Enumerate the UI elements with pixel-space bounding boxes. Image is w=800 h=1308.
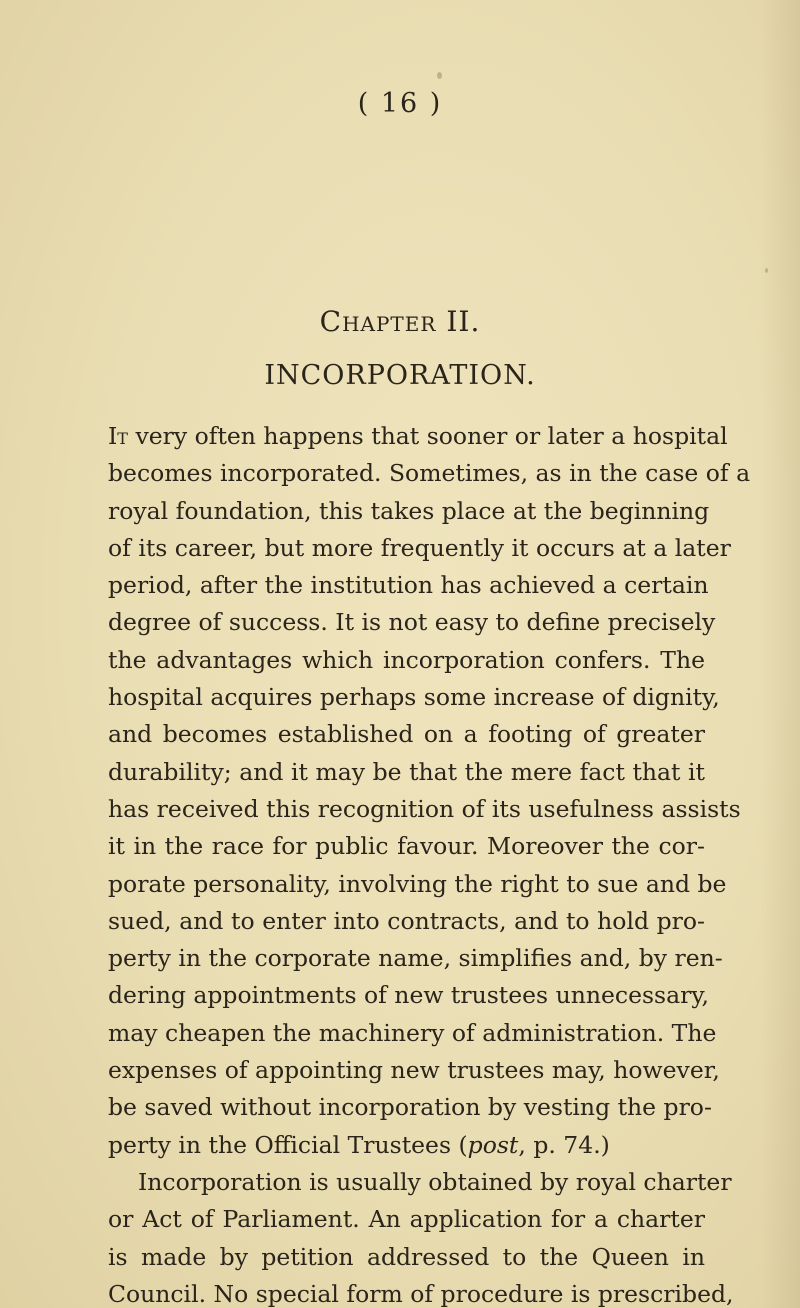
text-line: period, after the institution has achieved a certain xyxy=(108,571,709,600)
text-line: It very often happens that sooner or later a hospital xyxy=(108,422,728,450)
text-line: or Act of Parliament. An application for a charter xyxy=(108,1205,705,1234)
text-line: has received this recognition of its usefulness assists xyxy=(108,794,741,823)
chapter-title: INCORPORATION. xyxy=(264,360,536,391)
text-line: it in the race for public favour. Moreover the cor- xyxy=(108,832,705,861)
page-number: ( 16 ) xyxy=(357,88,443,119)
text-line: perty in the corporate name, simplifies and, by ren- xyxy=(108,944,723,973)
text-line: is made by petition addressed to the Queen in xyxy=(108,1242,705,1271)
text-line: dering appointments of new trustees unnecessary, xyxy=(108,981,709,1010)
paragraph-start-line: Incorporation is usually obtained by royal charter xyxy=(138,1167,732,1196)
chapter-label: Chapter II. xyxy=(319,305,481,338)
text-line: degree of success. It is not easy to define precisely xyxy=(108,608,716,637)
text-line: perty in the Official Trustees (post, p. 74.) xyxy=(108,1130,610,1159)
text-line: becomes incorporated. Sometimes, as in the case of a xyxy=(108,459,751,488)
body-text xyxy=(108,418,751,1308)
text-line: the advantages which incorporation confers. The xyxy=(108,645,705,674)
text-line: may cheapen the machinery of administration. The xyxy=(108,1018,717,1047)
text-line: porate personality, involving the right to sue and be xyxy=(108,869,727,898)
text-line: be saved without incorporation by vesting the pro- xyxy=(108,1093,712,1122)
text-line: hospital acquires perhaps some increase of dignity, xyxy=(108,683,720,712)
text-line: durability; and it may be that the mere fact that it xyxy=(108,757,705,786)
cross-reference: post xyxy=(467,1130,519,1159)
text-line: and becomes established on a footing of greater xyxy=(108,720,705,749)
text-line: expenses of appointing new trustees may, however, xyxy=(108,1056,720,1085)
page-edge-shadow xyxy=(760,0,800,1308)
paper-speck xyxy=(437,72,442,79)
text-line: royal foundation, this takes place at the beginning xyxy=(108,496,710,525)
text-line: Council. No special form of procedure is prescribed, xyxy=(108,1279,734,1308)
text-line: of its career, but more frequently it occurs at a later xyxy=(108,533,731,562)
text-line: sued, and to enter into contracts, and to hold pro- xyxy=(108,906,705,935)
lead-word: It xyxy=(108,422,128,450)
paper-speck xyxy=(765,268,768,273)
